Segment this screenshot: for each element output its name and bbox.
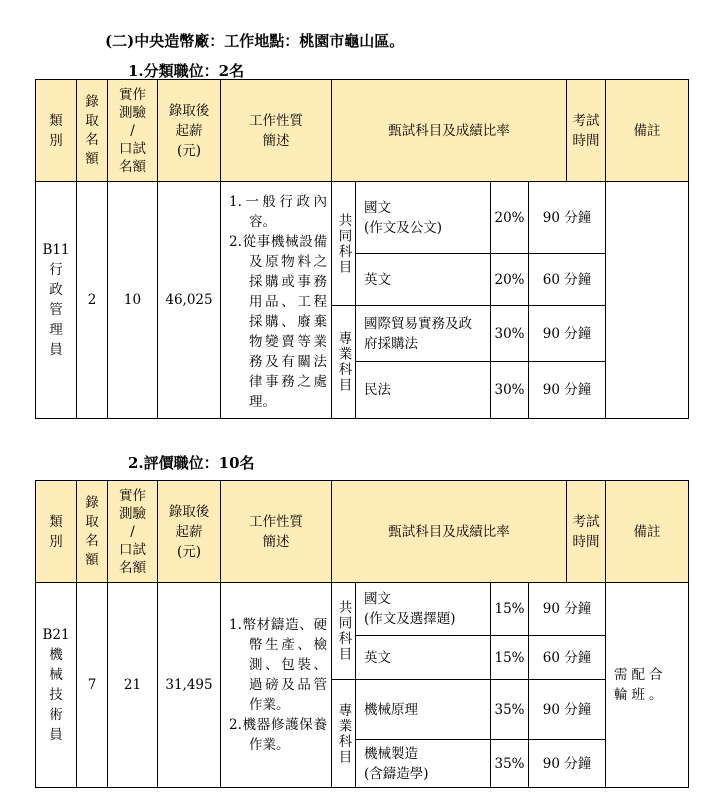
job-desc-item: 2.機器修護保養作業。 bbox=[229, 717, 327, 753]
job-desc-item: 2.從事機械設備及原物料之採購或事務用品、工程採購、廢棄物變賣等業務及有關法律事務之處理。 bbox=[229, 234, 327, 410]
job-description bbox=[221, 583, 332, 788]
subject-name: 國文 (作文及選擇題) bbox=[356, 583, 491, 636]
header-subjects: 甄試科目及成績比率 bbox=[332, 80, 567, 182]
subject-time: 90 分鐘 bbox=[529, 306, 606, 362]
subject-time: 90 分鐘 bbox=[529, 680, 606, 740]
group-common-subjects: 共同科目 bbox=[332, 182, 356, 306]
subject-time: 90 分鐘 bbox=[529, 583, 606, 636]
admit-count: 7 bbox=[77, 583, 108, 788]
job-desc-item: 1.一般行政內容。 bbox=[229, 194, 327, 230]
subject-time: 90 分鐘 bbox=[529, 740, 606, 788]
subject-time: 90 分鐘 bbox=[529, 182, 606, 254]
header-salary: 錄取後 起薪 (元) bbox=[158, 80, 221, 182]
starting-salary: 31,495 bbox=[158, 583, 221, 788]
subject-ratio: 30% bbox=[491, 362, 529, 419]
subject-ratio: 35% bbox=[491, 740, 529, 788]
header-category: 類 別 bbox=[36, 481, 77, 583]
practical-count: 21 bbox=[108, 583, 158, 788]
job-description bbox=[221, 182, 332, 419]
header-salary: 錄取後 起薪 (元) bbox=[158, 481, 221, 583]
remarks bbox=[606, 182, 689, 419]
header-admit-count: 錄 取 名 額 bbox=[77, 481, 108, 583]
category-code: B11 行 政 管 理 員 bbox=[36, 182, 77, 419]
subject-time: 60 分鐘 bbox=[529, 636, 606, 680]
subject-ratio: 20% bbox=[491, 254, 529, 306]
subject-name: 國際貿易實務及政府採購法 bbox=[356, 306, 491, 362]
admit-count: 2 bbox=[77, 182, 108, 419]
subject-time: 60 分鐘 bbox=[529, 254, 606, 306]
group-professional-subjects: 專業科目 bbox=[332, 680, 356, 788]
practical-count: 10 bbox=[108, 182, 158, 419]
subject-ratio: 30% bbox=[491, 306, 529, 362]
subject-name: 機械製造 (含鑄造學) bbox=[356, 740, 491, 788]
header-job-desc: 工作性質 簡述 bbox=[221, 481, 332, 583]
subject-ratio: 20% bbox=[491, 182, 529, 254]
header-remarks: 備註 bbox=[606, 481, 689, 583]
group-common-subjects: 共同科目 bbox=[332, 583, 356, 680]
header-subjects: 甄試科目及成績比率 bbox=[332, 481, 567, 583]
section-title: (二)中央造幣廠：工作地點：桃園市龜山區。 bbox=[105, 32, 405, 50]
remarks: 需配合輪班。 bbox=[606, 583, 689, 788]
starting-salary: 46,025 bbox=[158, 182, 221, 419]
subject-name: 機械原理 bbox=[356, 680, 491, 740]
table2 bbox=[35, 480, 689, 788]
table1 bbox=[35, 79, 689, 419]
table2-title: 2.評價職位：10名 bbox=[128, 454, 255, 472]
header-practical-count: 實作 測驗 / 口試 名額 bbox=[108, 481, 158, 583]
header-exam-time: 考試 時間 bbox=[567, 80, 606, 182]
job-desc-item: 1.幣材鑄造、硬幣生產、檢測、包裝、過磅及品管作業。 bbox=[229, 617, 327, 713]
table1-title: 1.分類職位：2名 bbox=[128, 62, 245, 80]
subject-name: 英文 bbox=[356, 636, 491, 680]
header-job-desc: 工作性質 簡述 bbox=[221, 80, 332, 182]
header-admit-count: 錄 取 名 額 bbox=[77, 80, 108, 182]
subject-name: 民法 bbox=[356, 362, 491, 419]
category-code: B21 機 械 技 術 員 bbox=[36, 583, 77, 788]
subject-name: 國文 (作文及公文) bbox=[356, 182, 491, 254]
header-practical-count: 實作 測驗 / 口試 名額 bbox=[108, 80, 158, 182]
subject-name: 英文 bbox=[356, 254, 491, 306]
header-remarks: 備註 bbox=[606, 80, 689, 182]
header-category: 類 別 bbox=[36, 80, 77, 182]
subject-ratio: 35% bbox=[491, 680, 529, 740]
subject-ratio: 15% bbox=[491, 583, 529, 636]
subject-ratio: 15% bbox=[491, 636, 529, 680]
group-professional-subjects: 專業科目 bbox=[332, 306, 356, 419]
header-exam-time: 考試 時間 bbox=[567, 481, 606, 583]
subject-time: 90 分鐘 bbox=[529, 362, 606, 419]
